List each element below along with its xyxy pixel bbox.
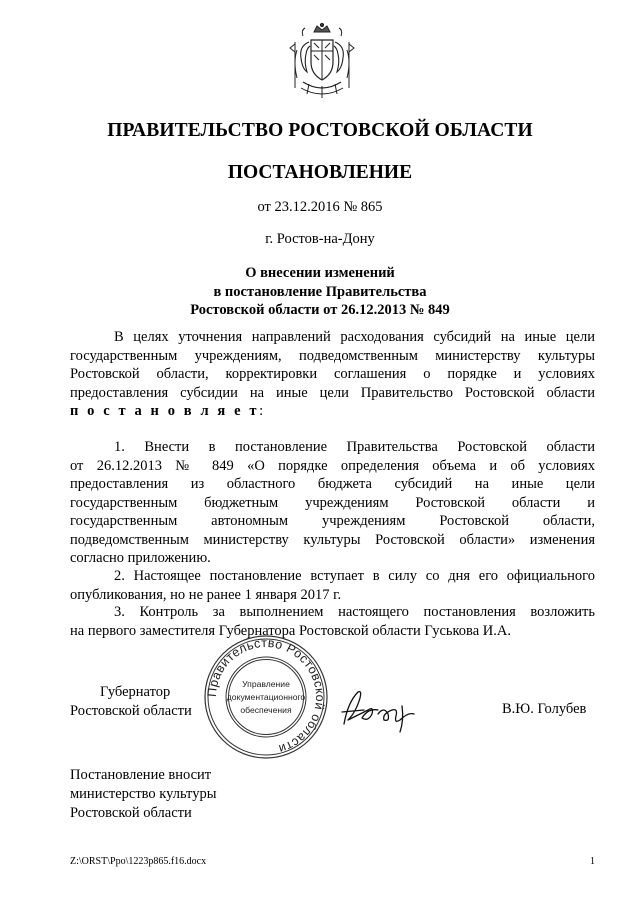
subject-line: Ростовской области от 26.12.2013 № 849	[190, 302, 450, 318]
subject-line: в постановление Правительства	[213, 283, 427, 300]
item-1-line: государственным бюджетным учреждениям Ростовской области и	[70, 494, 595, 511]
document-type-heading: ПОСТАНОВЛЕНИЕ	[227, 162, 413, 183]
signer-name: В.Ю. Голубев	[502, 701, 587, 717]
issuer-line: Ростовской области	[70, 805, 192, 821]
resolves-word: п о с т а н о в л я е т	[70, 403, 260, 419]
item-2-line: опубликования, но не ранее 1 января 2017 г.	[70, 586, 342, 603]
item-2-line: 2. Настоящее постановление вступает в силу со дня его официального	[114, 568, 595, 584]
document-date-number: от 23.12.2016 № 865	[257, 199, 383, 215]
signer-position-line: Губернатор	[100, 684, 171, 700]
footer-file-path: Z:\ORST\Ppo\1223p865.f16.docx	[70, 856, 207, 867]
item-2-paragraph	[70, 567, 595, 604]
item-1-line: подведомственным министерству культуры Ростовской области» изменения	[70, 531, 595, 548]
document-subject	[0, 264, 640, 320]
signer-position	[70, 683, 192, 720]
subject-line: О внесении изменений	[245, 265, 395, 281]
item-1-line: согласно приложению.	[70, 550, 211, 566]
item-3-paragraph	[70, 603, 595, 640]
item-1-line: государственным автономным учреждениям Ростовской области,	[70, 513, 595, 529]
item-1-paragraph	[70, 438, 595, 568]
item-3-line: 3. Контроль за выполнением настоящего постановления возложить	[114, 604, 595, 620]
handwritten-signature	[338, 684, 428, 736]
signer-position-line: Ростовской области	[70, 702, 192, 719]
issuing-authority-title: ПРАВИТЕЛЬСТВО РОСТОВСКОЙ ОБЛАСТИ	[107, 120, 533, 141]
resolves-line	[70, 402, 595, 421]
issuer-line: Постановление вносит	[70, 767, 212, 783]
preamble-paragraph	[70, 328, 595, 421]
official-stamp	[203, 634, 329, 760]
preamble-line: предоставления субсидии на иные цели Правительство Ростовской области	[70, 384, 595, 401]
item-1-line: предоставления из областного бюджета субсидий на иные цели	[70, 476, 595, 492]
stamp-center-line: обеспечения	[240, 705, 292, 715]
item-1-line: от 26.12.2013 № 849 «О порядке определения объема и об условиях	[70, 457, 595, 474]
document-place: г. Ростов-на-Дону	[265, 231, 375, 247]
item-3-line: на первого заместителя Губернатора Ростовской области Гуськова И.А.	[70, 622, 511, 639]
issuer-note	[70, 766, 216, 823]
stamp-ring-text: Правительство Ростовской области	[204, 635, 328, 757]
item-1-line: 1. Внести в постановление Правительства Ростовской области	[114, 439, 595, 455]
page-number: 1	[590, 856, 595, 867]
coat-of-arms-icon	[289, 22, 355, 102]
issuer-line: министерство культуры	[70, 786, 217, 802]
preamble-line: государственным учреждениям, подведомственным министерству культуры	[70, 347, 595, 364]
resolves-colon: :	[259, 403, 264, 419]
stamp-center-line: документационного	[226, 692, 306, 702]
stamp-center-line: Управление	[242, 679, 290, 689]
preamble-line: Ростовской области, корректировки соглашения о порядке и условиях	[70, 366, 595, 382]
preamble-line: В целях уточнения направлений расходования субсидий на иные цели	[114, 329, 595, 345]
